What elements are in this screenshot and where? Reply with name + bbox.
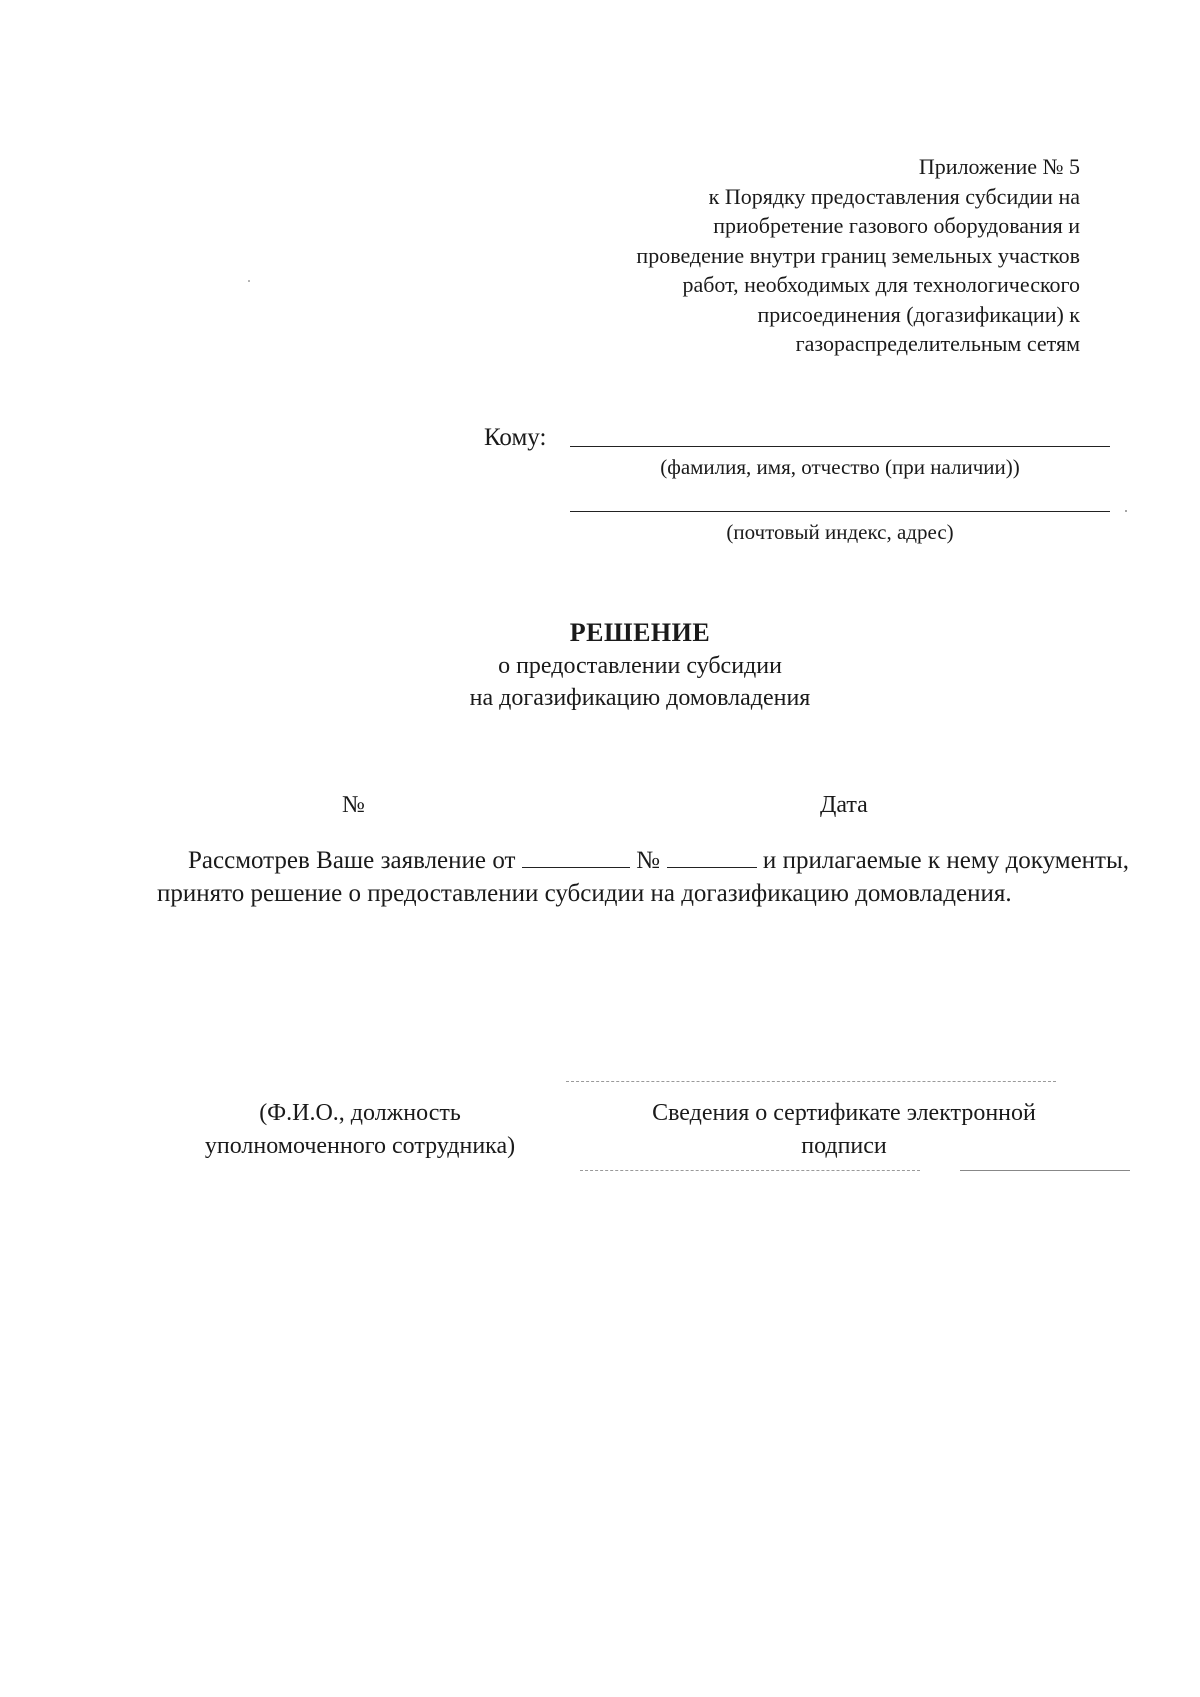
- appendix-header: [560, 152, 1080, 359]
- e-signature-caption-line-1: Сведения о сертификате электронной: [652, 1100, 1036, 1126]
- title-main: РЕШЕНИЕ: [569, 618, 711, 647]
- scan-speck: [1125, 510, 1127, 512]
- recipient-name-caption: (фамилия, имя, отчество (при наличии)): [660, 455, 1020, 479]
- appendix-reference-line: приобретение газового оборудования и: [713, 213, 1080, 238]
- body-text-part-2: и прилагаемые к нему документы, принято решение о предоставлении субсидии на догазификацию домовладения.: [157, 847, 1130, 907]
- document-title: [300, 616, 980, 714]
- appendix-reference-line: газораспределительным сетям: [795, 331, 1080, 356]
- appendix-title: Приложение № 5: [918, 154, 1080, 179]
- signature-box-top-border: [566, 1081, 1056, 1082]
- scan-speck: [248, 280, 250, 282]
- signature-box-bottom-border: [580, 1170, 920, 1171]
- decision-number-label: №: [342, 792, 365, 818]
- e-signature-block: [604, 1097, 1084, 1163]
- recipient-address-line[interactable]: [570, 511, 1110, 512]
- appendix-reference-line: проведение внутри границ земельных участков: [636, 242, 1080, 268]
- recipient-address-caption: (почтовый индекс, адрес): [726, 520, 954, 544]
- e-signature-caption-line-2: подписи: [801, 1133, 887, 1159]
- decision-body: [157, 844, 1129, 910]
- title-sub-line-2: на догазификацию домовладения: [469, 685, 811, 711]
- official-name-block: [160, 1097, 560, 1163]
- appendix-reference-line: к Порядку предоставления субсидии на: [708, 183, 1080, 209]
- application-number-blank[interactable]: [667, 847, 757, 868]
- official-caption-line-1: (Ф.И.О., должность: [259, 1100, 461, 1126]
- recipient-label: Кому:: [484, 424, 547, 451]
- decision-date-label: Дата: [820, 792, 868, 818]
- body-number-sign: №: [636, 847, 661, 874]
- body-text-part-1: Рассмотрев Ваше заявление от: [188, 847, 516, 874]
- appendix-reference-line: присоединения (догазификации) к: [757, 301, 1080, 327]
- application-date-blank[interactable]: [522, 847, 630, 868]
- official-caption-line-2: уполномоченного сотрудника): [204, 1133, 516, 1159]
- signature-box-bottom-border-solid: [960, 1170, 1130, 1171]
- recipient-name-line[interactable]: [570, 446, 1110, 447]
- title-sub-line-1: о предоставлении субсидии: [498, 653, 782, 679]
- appendix-reference-line: работ, необходимых для технологического: [682, 272, 1080, 297]
